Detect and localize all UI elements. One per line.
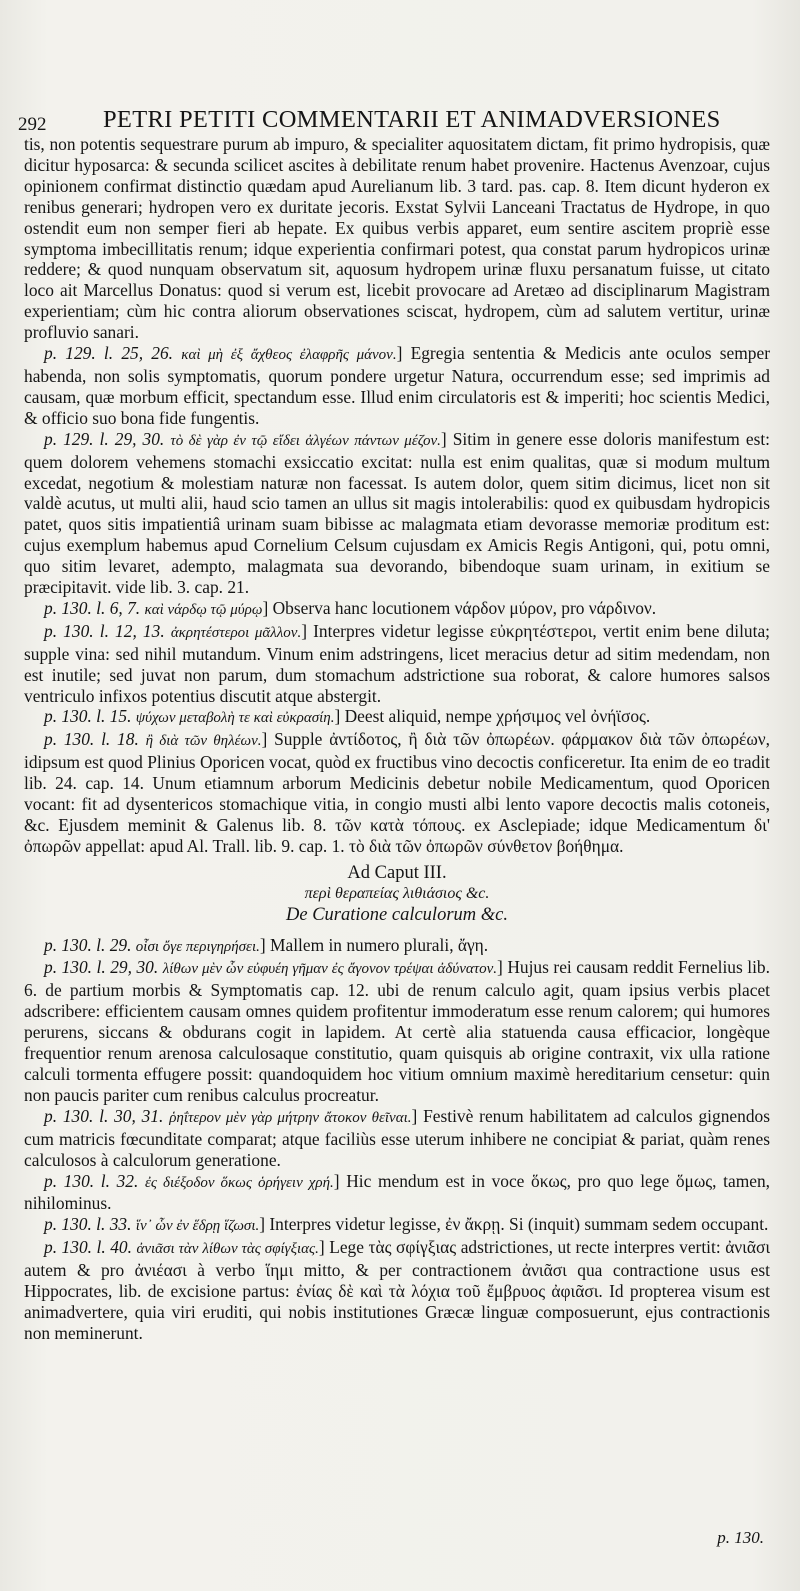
chapter-heading: Ad Caput III. bbox=[347, 862, 447, 883]
greek-lemma: τὸ δὲ γὰρ ἐν τῷ εἴδει ἀλγέων πάντων μέζον. bbox=[170, 432, 441, 449]
annotation-paragraph bbox=[24, 429, 770, 598]
chapter-greek-title: περὶ θεραπείας λιθιάσιος &c. bbox=[304, 884, 490, 902]
page-line-reference: p. 130. l. 6, 7. bbox=[44, 597, 141, 618]
greek-lemma: ἵν᾽ ὧν ἐν ἕδρῃ ἵζωσι. bbox=[135, 1218, 260, 1235]
annotation-text: ] Festivè renum habilitatem ad calculos gignendos cum matricis fœcunditate comparat; atque faciliùs esse uterum inhibere ne concipiat & pariat, quàm renes calculosos à calculorum generatione. bbox=[24, 1105, 770, 1170]
greek-lemma: ἀνιᾶσι τὰν λίθων τὰς σφίγξιας. bbox=[136, 1241, 319, 1258]
greek-lemma: λίθων μὲν ὧν εὐφυέη γῆμαν ἐς ἄγονον τρέψαι ἀδύνατον. bbox=[162, 961, 498, 978]
annotation-paragraph bbox=[24, 1214, 770, 1237]
annotation-text: ] Interpres videtur legisse, ἐν ἄκρῃ. Si (inquit) summam sedem occupant. bbox=[259, 1214, 769, 1235]
greek-lemma: ψύχων μεταβολὴ τε καὶ εὐκρασίη. bbox=[135, 710, 335, 727]
text-body bbox=[24, 134, 770, 1344]
page-line-reference: p. 130. l. 30, 31. bbox=[44, 1105, 164, 1126]
annotation-paragraph bbox=[24, 1106, 770, 1171]
page-line-reference: p. 130. l. 12, 13. bbox=[44, 620, 165, 641]
page-line-reference: p. 130. l. 29. bbox=[44, 934, 132, 955]
greek-lemma: ῥηΐτερον μὲν γὰρ μήτρην ἄτοκον θεῖναι. bbox=[169, 1109, 412, 1126]
annotation-text: ] Deest aliquid, nempe χρήσιμος vel ὀνήϊσος. bbox=[334, 706, 651, 727]
page-line-reference: p. 130. l. 32. bbox=[44, 1170, 139, 1191]
page-line-reference: p. 130. l. 33. bbox=[44, 1214, 132, 1235]
chapter-latin-title: De Curatione calculorum &c. bbox=[286, 904, 508, 925]
annotation-text: ] Hujus rei causam reddit Fernelius lib. 6. de partium morbis & Symptomatis cap. 12. ubi de renum calculo agit, quam ipsius verbis placet adscribere: efficientem causam omnes quidem profitentur immoderatum esse renum calorem; qui humores perurens, siccans & obdurans cogit in lapidem. At certè alia statuenda causa efficacior, longèque frequentior renum arenosa calculosaque constitutio, quam quisquis ab origine contraxit, vix ulla ratione calculi tormenta effugere possit: quandoquidem hoc vitium omnium maximè hereditarium censetur: quin non paucis pariter cum renibus calculus procreatur. bbox=[24, 957, 770, 1105]
page-line-reference: p. 130. l. 15. bbox=[44, 706, 132, 727]
annotation-paragraph bbox=[24, 598, 770, 621]
paragraph: tis, non potentis sequestrare purum ab impuro, & specialiter aquositatem dictam, fit primo hydropisis, quæ dicitur hyposarca: & secunda scilicet ascites à debilitate renum habet provenire. Hactenus Avenzoar, cujus opinionem confirmat distinctio quædam apud Aurelianum lib. 3 tard. pas. cap. 8. Item dicunt hyderon ex renibus generari; hydropen vero ex duritate jecoris. Exstat Sylvii Lanceani Tractatus de Hydrope, in quo ostendit eum non semper fieri ab hepate. Ex quibus verbis apparet, eum sentire ascitem propriè esse symptoma imbecillitatis renum; idque experientia confirmari potest, qua constat parum hydropicos urinæ reddere; & quod nunquam observatum sit, aquosum hydropem urinæ fluxu persanatum fuisse, ut citato loco ait Marcellus Donatus: quod si verum est, licebit provocare ad Aretæo ad disciplinarum Magistram experientiam; cùm hic contra aliorum observationes sciscat, hydropem, cùm ad salutem vertitur, urinæ profluvio sanari. bbox=[24, 134, 770, 343]
page-line-reference: p. 130. l. 40. bbox=[44, 1237, 132, 1258]
catchword: p. 130. bbox=[717, 1528, 764, 1547]
annotation-paragraph bbox=[24, 1171, 770, 1215]
greek-lemma: ἢ διὰ τῶν θηλέων. bbox=[145, 733, 262, 750]
greek-lemma: ἀκρητέστεροι μᾶλλον. bbox=[170, 624, 302, 641]
annotation-text: ] Supple ἀντίδοτος, ἢ διὰ τῶν ὀπωρέων. φάρμακον διὰ τῶν ὀπωρέων, idipsum est quod Plinius Oporicen vocat, quòd ex fructibus vino decoctis conficeretur. Ita enim de eo tradit lib. 24. cap. 14. Unum etiamnum arborum Medicinis debetur nobile Medicamentum, quod Oporicen vocant: fit ad dysentericos stomachique vitia, in congio musti albi lento vapore decoctis malis cotoneis, &c. Ejusdem meminit & Galenus lib. 8. τῶν κατὰ τόπους. ex Asclepiade; idque Medicamentum δι' ὀπωρῶν appellat: apud Al. Trall. lib. 9. cap. 1. τὸ διὰ τῶν ὀπωρῶν σύνθετον βοήθημα. bbox=[24, 729, 771, 856]
annotation-text: ] Hic mendum est in voce ὅκως, pro quo lege ὅμως, tamen, nihilominus. bbox=[24, 1170, 770, 1214]
page-line-reference: p. 130. l. 29, 30. bbox=[44, 957, 159, 978]
page-line-reference: p. 129. l. 25, 26. bbox=[44, 343, 174, 364]
annotation-paragraph bbox=[24, 343, 770, 429]
annotation-text: ] Egregia sententia & Medicis ante oculos semper habenda, non solis symptomatis, quorum pondere urgetur Natura, occurrendum esse; sed imprimis ad causam, quæ morbum efficit, spectandum esse. Illud enim circulatoris est & imperiti; hoc scientis Medici, & officio suo bona fide fungentis. bbox=[24, 343, 770, 428]
greek-lemma: καὶ μὴ ἐξ ἄχθεος ἐλαφρῆς μάνον. bbox=[181, 347, 397, 364]
greek-lemma: καὶ νάρδῳ τῷ μύρῳ bbox=[144, 601, 263, 618]
annotation-text: ] Mallem in numero plurali, ἄγη. bbox=[259, 934, 489, 955]
annotation-paragraph bbox=[24, 706, 770, 729]
page-line-reference: p. 130. l. 18. bbox=[44, 729, 139, 750]
annotation-paragraph bbox=[24, 1237, 770, 1344]
annotation-text: ] Interpres videtur legisse εὐκρητέστεροι, vertit enim bene diluta; supple vina: sed nihil mutandum. Vinum enim adstringens, licet meracius detur ad sitim medendam, non est inutile; sed juvat non parum, dum stomachum adstrictione sua roborat, & calore humores salsos ventriculo infixos potentius discutit atque abstergit. bbox=[24, 620, 770, 706]
running-title: PETRI PETITI COMMENTARII ET ANIMADVERSIONES bbox=[103, 106, 721, 133]
annotation-text: ] Lege τὰς σφίγξιας adstrictiones, ut recte interpres vertit: ἀνιᾶσι autem & pro ἀνιέασι à verbo ἵημι mitto, & per contractionem ἀνιᾶσι qua contractione usus est Hippocrates, lib. de excisione partus: ἐνίας δὲ καὶ τὰ λόχια τοῦ ἔμβρυος ἀφιᾶσι. Id propterea visum est animadvertere, quia viri eruditi, qui nobis institutiones Græcæ linguæ composuerunt, ejus contractionis non meminerunt. bbox=[24, 1237, 771, 1343]
annotation-paragraph bbox=[24, 957, 770, 1105]
greek-lemma: ἐς διέξοδον ὅκως ὁρήγειν χρή. bbox=[144, 1174, 334, 1191]
annotation-paragraph bbox=[24, 621, 770, 707]
page-line-reference: p. 129. l. 29, 30. bbox=[44, 428, 165, 449]
page-number: 292 bbox=[18, 114, 47, 135]
greek-lemma: οἷσι ὄγε περιγηρήσει. bbox=[135, 938, 260, 955]
annotation-text: ] Observa hanc locutionem νάρδον μύρον, pro νάρδινον. bbox=[262, 597, 657, 618]
annotation-text: ] Sitim in genere esse doloris manifestum est: quem dolorem vehemens stomachi exsiccatio excitat: nulla est enim qualitas, quæ si modum multum excedat, negotium & molestiam naturæ non facessat. Is autem dolor, quem sitim dicimus, licet non sit valdè acutus, ut multi alii, haud scio tamen an ullus sit magis intolerabilis: quod ex quibusdam hydropicis patet, quos sitis impatientiâ urinam suam bibisse ac malagmata etiam devorasse memoriæ proditum est: cujus exemplum habemus apud Cornelium Celsum cujusdam ex Amicis Regis Antigoni, qui, potu omni, quo sitim levaret, adempto, malagmata sua devorando, bibendoque suam urinam, in exitium se præcipitavit. vide lib. 3. cap. 21. bbox=[24, 428, 770, 598]
annotation-paragraph bbox=[24, 729, 770, 856]
annotation-paragraph bbox=[24, 935, 770, 958]
